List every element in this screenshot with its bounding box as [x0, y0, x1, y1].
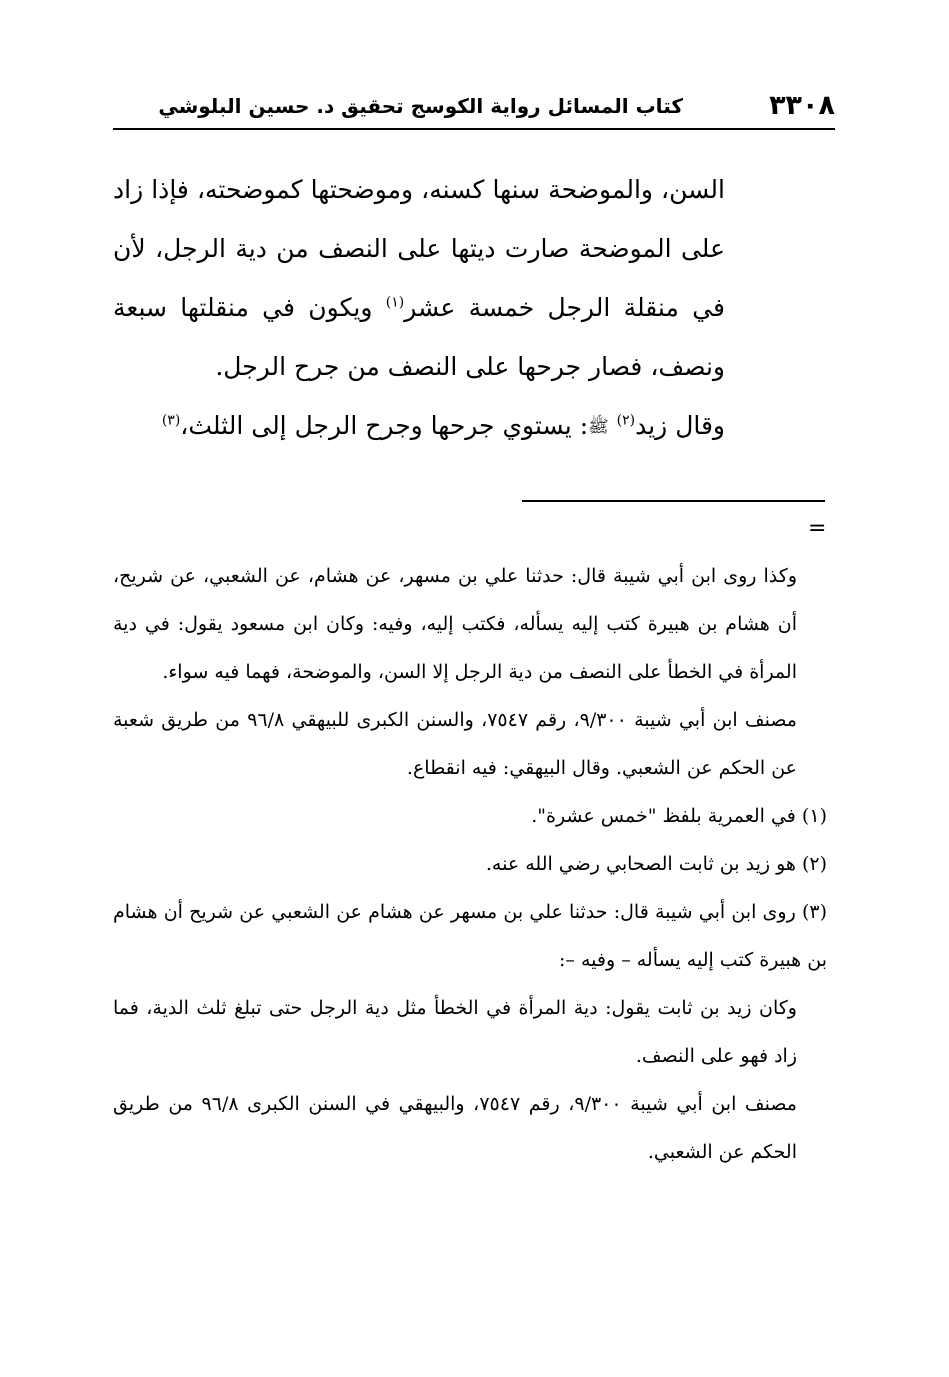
- continuation-mark: =: [808, 516, 827, 541]
- footnotes: [113, 552, 827, 1176]
- salutation-icon: ﷺ: [588, 417, 609, 437]
- main-line: وقال زيد: [635, 411, 725, 440]
- footnote-3: (٣) روى ابن أبي شيبة قال: حدثنا علي بن مسهر عن هشام عن الشعبي عن شريح أن هشام بن هبيرة كتب إليه يسأله – وفيه –:: [113, 901, 827, 971]
- running-title: كتاب المسائل رواية الكوسج تحقيق د. حسين البلوشي: [158, 94, 683, 118]
- main-paragraph-2: [113, 396, 725, 457]
- footnote-ref-1[interactable]: (١): [385, 294, 405, 311]
- main-line: ونصف، فصار جرحها على النصف من جرح الرجل.: [215, 352, 725, 381]
- main-line: : يستوي جرحها وجرح الرجل إلى الثلث،: [180, 411, 589, 440]
- page-header: [113, 88, 835, 128]
- header-rule: [113, 128, 835, 130]
- main-line: لأن في منقلة الرجل خمسة عشر: [113, 234, 725, 322]
- footnote-3-source: مصنف ابن أبي شيبة ٩/٣٠٠، رقم ٧٥٤٧، والبيهقي في السنن الكبرى ٩٦/٨ من طريق الحكم عن الشعبي.: [113, 1093, 797, 1163]
- footnote-continuation-2: مصنف ابن أبي شيبة ٩/٣٠٠، رقم ٧٥٤٧، والسنن الكبرى للبيهقي ٩٦/٨ من طريق شعبة عن الحكم عن الشعبي. وقال البيهقي: فيه انقطاع.: [113, 709, 797, 779]
- footnote-ref-2[interactable]: (٢): [616, 412, 636, 429]
- footnote-ref-3[interactable]: (٣): [161, 412, 181, 429]
- main-paragraph-1: [113, 160, 725, 396]
- main-line: ويكون في منقلتها سبعة: [113, 293, 386, 322]
- footnote-2: (٢) هو زيد بن ثابت الصحابي رضي الله عنه.: [485, 853, 827, 875]
- footnote-continuation-1: وكذا روى ابن أبي شيبة قال: حدثنا علي بن مسهر، عن هشام، عن الشعبي، عن شريح، أن هشام بن هبيرة كتب إليه يسأله، فكتب إليه، وفيه: وكان ابن مسعود يقول: في دية المرأة في الخطأ على النصف من دية الرجل إلا السن، والموضحة، فهما فيه سواء.: [113, 565, 797, 683]
- main-line: السن، والموضحة سنها كسنه، وموضحتها كموضحته، فإذا: [151, 175, 725, 204]
- page-number: ٣٣٠٨: [769, 90, 835, 121]
- footnote-separator: [522, 500, 825, 502]
- main-text: [113, 160, 725, 457]
- footnote-3-quote: وكان زيد بن ثابت يقول: دية المرأة في الخطأ مثل دية الرجل حتى تبلغ ثلث الدية، فما زاد فهو على النصف.: [113, 997, 797, 1067]
- footnote-1: (١) في العمرية بلفظ "خمس عشرة".: [531, 805, 827, 827]
- main-line: زاد على الموضحة صارت ديتها على النصف من دية الرجل،: [113, 175, 725, 263]
